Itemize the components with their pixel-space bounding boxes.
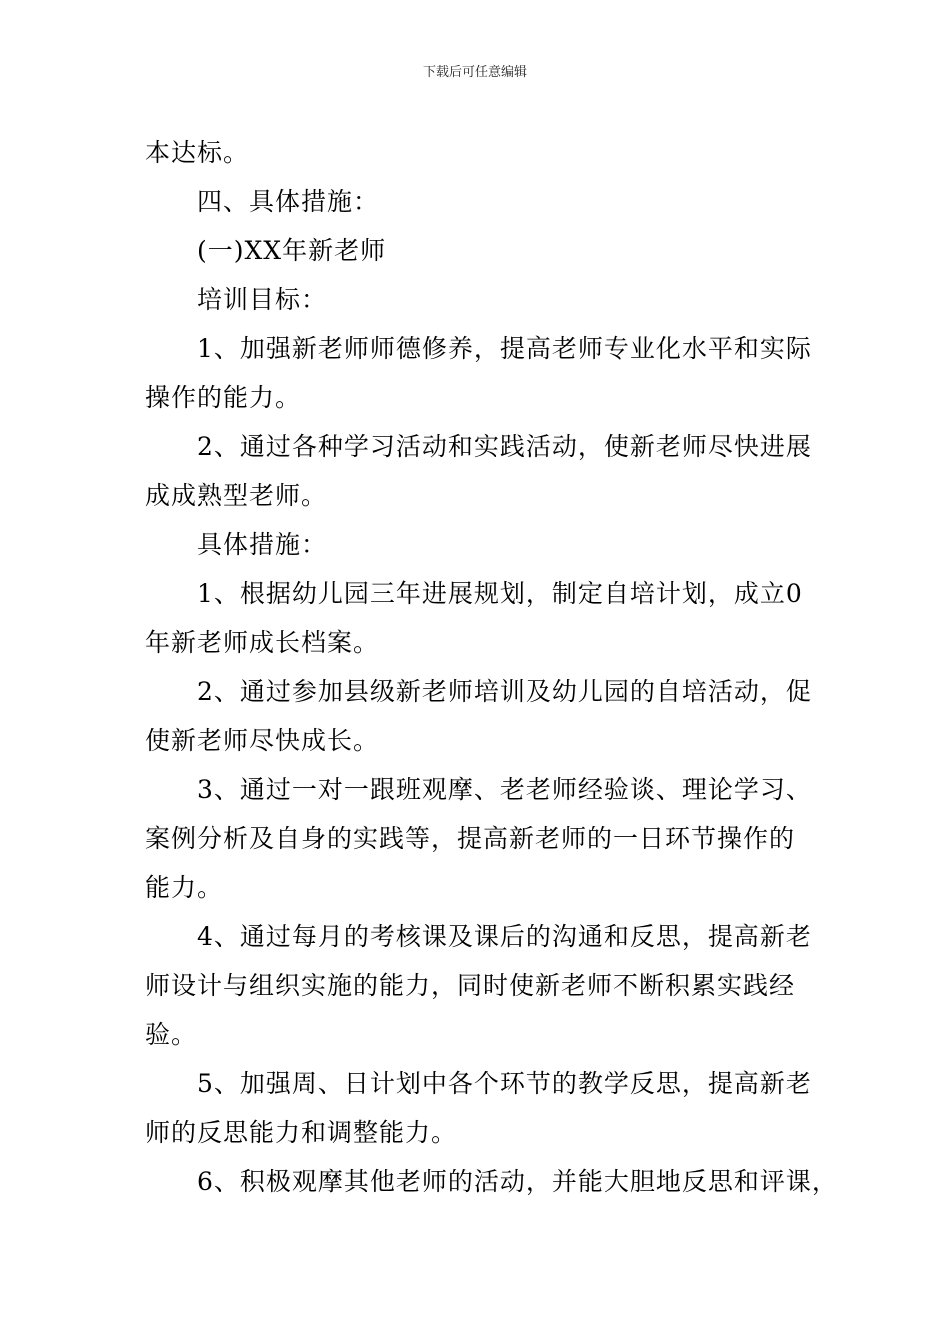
text-line: 操作的能力。 [145, 383, 302, 412]
text-line: 案例分析及自身的实践等，提高新老师的一日环节操作的 [145, 824, 796, 853]
text-line: 4、通过每月的考核课及课后的沟通和反思，提高新老 [197, 922, 812, 951]
text-line: 验。 [145, 1020, 198, 1049]
text-line: 3、通过一对一跟班观摩、老老师经验谈、理论学习、 [197, 775, 812, 804]
training-goals-label: 培训目标： [197, 285, 328, 314]
text-line: 师的反思能力和调整能力。 [145, 1118, 458, 1147]
text-line: 本达标。 [145, 138, 250, 167]
text-line: 1、加强新老师师德修养，提高老师专业化水平和实际 [197, 334, 812, 363]
text-line: 年新老师成长档案。 [145, 628, 380, 657]
document-body [145, 128, 838, 1206]
text-line: 2、通过参加县级新老师培训及幼儿园的自培活动，促 [197, 677, 812, 706]
text-line: 5、加强周、日计划中各个环节的教学反思，提高新老 [197, 1069, 812, 1098]
subsection-heading: (一)XX年新老师 [197, 236, 387, 265]
text-line: 1、根据幼儿园三年进展规划，制定自培计划，成立0 [197, 579, 803, 608]
text-line: 能力。 [145, 873, 224, 902]
page-header: 下载后可任意编辑 [422, 65, 527, 80]
text-line: 使新老师尽快成长。 [145, 726, 380, 755]
text-line: 成成熟型老师。 [145, 481, 328, 510]
measures-label: 具体措施： [197, 530, 328, 559]
text-line: 师设计与组织实施的能力，同时使新老师不断积累实践经 [145, 971, 796, 1000]
section-heading: 四、具体措施： [197, 187, 380, 216]
text-line: 6、积极观摩其他老师的活动，并能大胆地反思和评课， [197, 1167, 838, 1196]
text-line: 2、通过各种学习活动和实践活动，使新老师尽快进展 [197, 432, 812, 461]
